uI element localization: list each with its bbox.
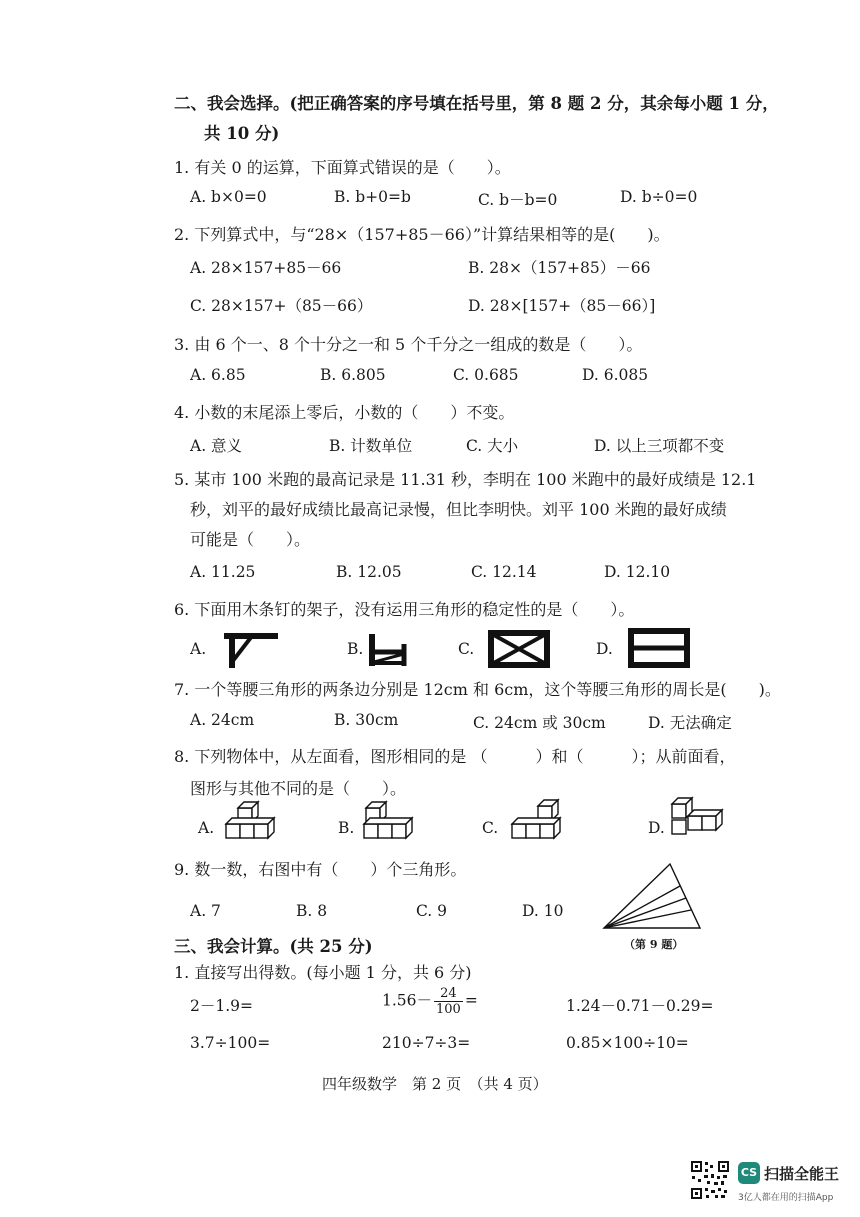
cube-stack-d-figure — [666, 794, 734, 842]
question-9-caption: （第 9 题） — [624, 938, 684, 951]
calc-1: 2－1.9= — [190, 997, 253, 1015]
cube-stack-a-figure — [222, 800, 290, 844]
frame-b-figure — [366, 632, 412, 668]
calc-3: 1.24－0.71－0.29= — [566, 997, 714, 1015]
question-9-option-c: C. 9 — [416, 902, 448, 920]
triangle-count-figure — [600, 860, 704, 932]
question-9-option-a: A. 7 — [190, 902, 221, 920]
calc-2-fraction — [434, 986, 463, 1017]
calc-4: 3.7÷100= — [190, 1034, 271, 1052]
question-5-stem-line2: 秒，刘平的最好成绩比最高记录慢，但比李明快。刘平 100 米跑的最好成绩 — [190, 500, 727, 519]
question-4-option-c: C. 大小 — [466, 437, 519, 455]
question-2-option-c: C. 28×157+（85－66） — [190, 297, 373, 315]
question-4-option-a: A. 意义 — [190, 437, 243, 455]
question-5-stem-line1: 5. 某市 100 米跑的最高记录是 11.31 秒，李明在 100 米跑中的最好成绩是 12.1 — [174, 470, 757, 489]
calc-6: 0.85×100÷10= — [566, 1034, 689, 1052]
question-8-stem-line2: 图形与其他不同的是（ ）。 — [190, 779, 407, 798]
calc-2-numerator: 24 — [434, 986, 463, 1002]
question-4-option-d: D. 以上三项都不变 — [594, 437, 725, 455]
question-7-option-c: C. 24cm 或 30cm — [473, 714, 606, 732]
question-1-option-d: D. b÷0=0 — [620, 188, 698, 206]
question-5-option-b: B. 12.05 — [336, 563, 402, 581]
watermark-title: 扫描全能王 — [764, 1165, 840, 1183]
calc-2 — [382, 986, 478, 1017]
question-7-option-b: B. 30cm — [334, 711, 399, 729]
question-8-option-c: C. — [482, 819, 499, 837]
question-2-stem: 2. 下列算式中，与“28×（157+85－66）”计算结果相等的是( )。 — [174, 225, 670, 244]
question-9-stem: 9. 数一数，右图中有（ ）个三角形。 — [174, 860, 467, 879]
calc-2-prefix: 1.56－ — [382, 991, 433, 1010]
question-9-option-d: D. 10 — [522, 902, 564, 920]
question-5-option-a: A. 11.25 — [190, 563, 256, 581]
section-3-sub1: 1. 直接写出得数。(每小题 1 分，共 6 分) — [174, 963, 472, 982]
question-8-option-b: B. — [338, 819, 355, 837]
section-3-title: 三、我会计算。(共 25 分) — [174, 937, 373, 956]
page-footer: 四年级数学 第 2 页 （共 4 页） — [322, 1075, 548, 1093]
question-6-option-a: A. — [190, 640, 207, 658]
question-7-option-d: D. 无法确定 — [648, 714, 732, 732]
cube-stack-b-figure — [360, 800, 424, 844]
question-4-stem: 4. 小数的末尾添上零后，小数的（ ）不变。 — [174, 403, 515, 422]
question-8-option-d: D. — [648, 819, 665, 837]
question-2-option-d: D. 28×[157+（85－66）] — [468, 297, 656, 315]
question-7-stem: 7. 一个等腰三角形的两条边分别是 12cm 和 6cm，这个等腰三角形的周长是( )。 — [174, 680, 781, 699]
frame-a-figure — [222, 630, 282, 670]
question-6-stem: 6. 下面用木条钉的架子，没有运用三角形的稳定性的是（ ）。 — [174, 600, 635, 619]
question-2-option-b: B. 28×（157+85）－66 — [468, 259, 651, 277]
frame-d-figure — [628, 628, 690, 668]
question-2-option-a: A. 28×157+85－66 — [190, 259, 342, 277]
question-7-option-a: A. 24cm — [190, 711, 255, 729]
question-3-option-b: B. 6.805 — [320, 366, 386, 384]
question-6-option-c: C. — [458, 640, 475, 658]
question-3-option-c: C. 0.685 — [453, 366, 519, 384]
camscanner-logo-icon: CS — [738, 1162, 760, 1184]
question-5-option-c: C. 12.14 — [471, 563, 537, 581]
qr-code-icon — [690, 1160, 730, 1200]
question-6-option-d: D. — [596, 640, 613, 658]
frame-c-figure — [488, 630, 550, 668]
question-1-option-c: C. b－b=0 — [478, 191, 558, 209]
calc-5: 210÷7÷3= — [382, 1034, 471, 1052]
question-5-stem-line3: 可能是（ ）。 — [190, 530, 311, 549]
question-4-option-b: B. 计数单位 — [329, 437, 413, 455]
section-2-title-line2: 共 10 分) — [204, 124, 280, 143]
question-3-stem: 3. 由 6 个一、8 个十分之一和 5 个千分之一组成的数是（ ）。 — [174, 335, 643, 354]
cube-stack-c-figure — [508, 796, 574, 844]
question-1-option-b: B. b+0=b — [334, 188, 411, 206]
question-1-stem: 1. 有关 0 的运算，下面算式错误的是（ ）。 — [174, 158, 511, 177]
question-8-stem-line1: 8. 下列物体中，从左面看，图形相同的是 （ ）和（ ）；从前面看， — [174, 747, 736, 766]
calc-2-equals: = — [464, 991, 478, 1010]
question-3-option-d: D. 6.085 — [582, 366, 649, 384]
question-6-option-b: B. — [347, 640, 364, 658]
question-3-option-a: A. 6.85 — [190, 366, 246, 384]
question-8-option-a: A. — [198, 819, 215, 837]
question-9-option-b: B. 8 — [296, 902, 328, 920]
question-1-option-a: A. b×0=0 — [190, 188, 267, 206]
question-5-option-d: D. 12.10 — [604, 563, 671, 581]
watermark-subtitle: 3亿人都在用的扫描App — [738, 1193, 834, 1203]
calc-2-denominator: 100 — [436, 1002, 461, 1017]
section-2-title-line1: 二、我会选择。(把正确答案的序号填在括号里，第 8 题 2 分，其余每小题 1 分， — [174, 94, 779, 113]
